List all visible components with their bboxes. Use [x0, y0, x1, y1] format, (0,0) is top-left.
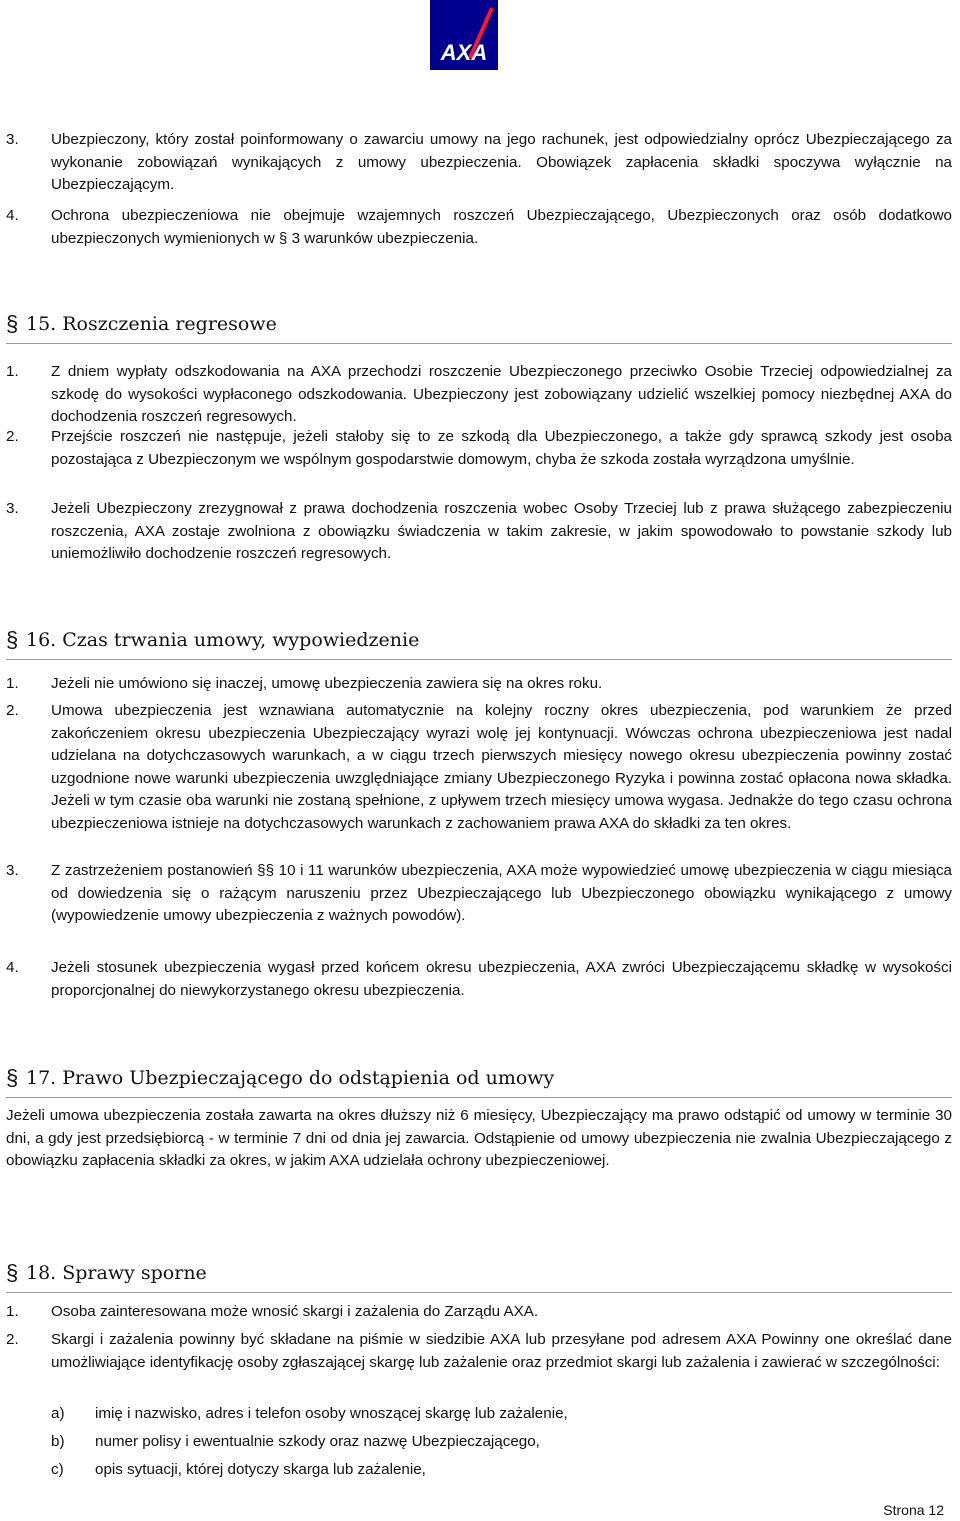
sub-list-item — [6, 1403, 952, 1426]
item-number: 2. — [6, 428, 19, 445]
section-title: 16. Czas trwania umowy, wypowiedzenie — [26, 629, 420, 651]
list-item — [6, 205, 952, 250]
item-number: 1. — [6, 363, 19, 380]
item-text: numer polisy i ewentualnie szkody oraz nazwę Ubezpieczającego, — [95, 1433, 540, 1450]
item-text: imię i nazwisko, adres i telefon osoby wnoszącej skargę lub zażalenie, — [95, 1405, 568, 1422]
item-number: 2. — [6, 702, 19, 719]
list-item — [6, 860, 952, 928]
item-number: 1. — [6, 675, 19, 692]
item-text: Umowa ubezpieczenia jest wznawiana automatycznie na kolejny roczny okres ubezpieczenia, pod warunkiem że przed zakończeniem okresu ubezpieczenia Ubezpieczający wyrazi wolę jej kontynuacji. Wówczas ochrona ubezpieczeniowa jest nadal udzielana na dotychczasowych warunkach, a w ciągu trzech pierwszych miesięcy nowego okresu ubezpieczenia powinny zostać uzgodnione nowe warunki ubezpieczenia uwzględniające zmiany Ubezpieczonego Ryzyka i powinna zostać opłacona nowa składka. Jeżeli w tym czasie oba warunki nie zostaną spełnione, z upływem trzech miesięcy umowa wygasa. Jednakże do tego czasu ochrona ubezpieczeniowa istnieje na dotychczasowych warunkach z zachowaniem prawa AXA do składki za ten okres. — [51, 702, 952, 832]
item-number: 3. — [6, 131, 19, 148]
item-number: 4. — [6, 207, 19, 224]
section-sign: § — [6, 311, 19, 336]
item-text: Jeżeli nie umówiono się inaczej, umowę ubezpieczenia zawiera się na okres roku. — [51, 675, 603, 692]
item-letter: c) — [51, 1461, 64, 1478]
list-item — [6, 957, 952, 1002]
item-text: Z zastrzeżeniem postanowień §§ 10 i 11 warunków ubezpieczenia, AXA może wypowiedzieć umowę ubezpieczenia w ciągu miesiąca od dowiedzenia się o rażącym naruszeniu przez Ubezpieczającego lub Ubezpieczonego obowiązku wynikającego z umowy (wypowiedzenie umowy ubezpieczenia z ważnych powodów). — [51, 862, 952, 925]
axa-logo — [430, 0, 498, 70]
item-number: 3. — [6, 862, 19, 879]
section-heading — [6, 1063, 952, 1098]
list-item — [6, 1301, 952, 1324]
item-number: 2. — [6, 1331, 19, 1348]
list-item — [6, 361, 952, 429]
list-item — [6, 673, 952, 696]
section-sign: § — [6, 1065, 19, 1090]
item-text: Osoba zainteresowana może wnosić skargi i zażalenia do Zarządu AXA. — [51, 1303, 539, 1320]
list-item — [6, 700, 952, 836]
section-sign: § — [6, 627, 19, 652]
section-title: 17. Prawo Ubezpieczającego do odstąpienia od umowy — [26, 1067, 555, 1089]
item-text: Z dniem wypłaty odszkodowania na AXA przechodzi roszczenie Ubezpieczonego przeciwko Osobie Trzeciej odpowiedzialnej za szkodę do wysokości wypłaconego odszkodowania. Ubezpieczony jest zobowiązany udzielić wszelkiej pomocy niezbędnej AXA do dochodzenia roszczeń regresowych. — [51, 363, 952, 426]
svg-text:AXA: AXA — [440, 40, 488, 65]
section-title: 15. Roszczenia regresowe — [26, 313, 277, 335]
sub-list-item — [6, 1459, 952, 1482]
section-heading — [6, 1258, 952, 1293]
section-paragraph: Jeżeli umowa ubezpieczenia została zawarta na okres dłuższy niż 6 miesięcy, Ubezpieczający ma prawo odstąpić od umowy w terminie 30 dni, a gdy jest przedsiębiorcą - w terminie 7 dni od dnia jej zawarcia. Odstąpienie od umowy ubezpieczenia nie zwalnia Ubezpieczającego z obowiązku zapłacenia składki za okres, w jakim AXA udzielała ochrony ubezpieczeniowej. — [6, 1107, 952, 1170]
item-number: 3. — [6, 500, 19, 517]
list-item — [6, 1329, 952, 1374]
list-item — [6, 498, 952, 566]
sub-list-item — [6, 1431, 952, 1454]
item-text: opis sytuacji, której dotyczy skarga lub zażalenie, — [95, 1461, 426, 1478]
item-text: Skargi i zażalenia powinny być składane na piśmie w siedzibie AXA lub przesyłane pod adresem AXA Powinny one określać dane umożliwiające identyfikację osoby zgłaszającej skargę lub zażalenie oraz przedmiot skargi lub zażalenia i zawierać w szczególności: — [51, 1331, 952, 1371]
item-text: Jeżeli Ubezpieczony zrezygnował z prawa dochodzenia roszczenia wobec Osoby Trzeciej lub z prawa służącego zabezpieczeniu roszczenia, AXA zostaje zwolniona z obowiązku świadczenia w takim zakresie, w jakim spowodowało to powstanie szkody lub uniemożliwiło dochodzenie roszczeń regresowych. — [51, 500, 952, 563]
section-heading — [6, 309, 952, 344]
section-sign: § — [6, 1260, 19, 1285]
list-item — [6, 426, 952, 471]
item-letter: b) — [51, 1433, 65, 1450]
item-number: 1. — [6, 1303, 19, 1320]
item-text: Ubezpieczony, który został poinformowany o zawarciu umowy na jego rachunek, jest odpowiedzialny oprócz Ubezpieczającego za wykonanie zobowiązań wynikających z umowy ubezpieczenia. Obowiązek zapłacenia składki spoczywa wyłącznie na Ubezpieczającym. — [51, 131, 952, 194]
item-letter: a) — [51, 1405, 65, 1422]
page-number: Strona 12 — [883, 1502, 944, 1518]
section-title: 18. Sprawy sporne — [26, 1262, 207, 1284]
section-heading — [6, 625, 952, 660]
item-text: Przejście roszczeń nie następuje, jeżeli stałoby się to ze szkodą dla Ubezpieczonego, a także gdy sprawcą szkody jest osoba pozostająca z Ubezpieczonym we wspólnym gospodarstwie domowym, chyba że szkoda została wyrządzona umyślnie. — [51, 428, 952, 468]
item-number: 4. — [6, 959, 19, 976]
item-text: Jeżeli stosunek ubezpieczenia wygasł przed końcem okresu ubezpieczenia, AXA zwróci Ubezpieczającemu składkę w wysokości proporcjonalnej do niewykorzystanego okresu ubezpieczenia. — [51, 959, 952, 999]
item-text: Ochrona ubezpieczeniowa nie obejmuje wzajemnych roszczeń Ubezpieczającego, Ubezpieczonych oraz osób dodatkowo ubezpieczonych wymienionych w § 3 warunków ubezpieczenia. — [51, 207, 952, 247]
list-item — [6, 129, 952, 197]
